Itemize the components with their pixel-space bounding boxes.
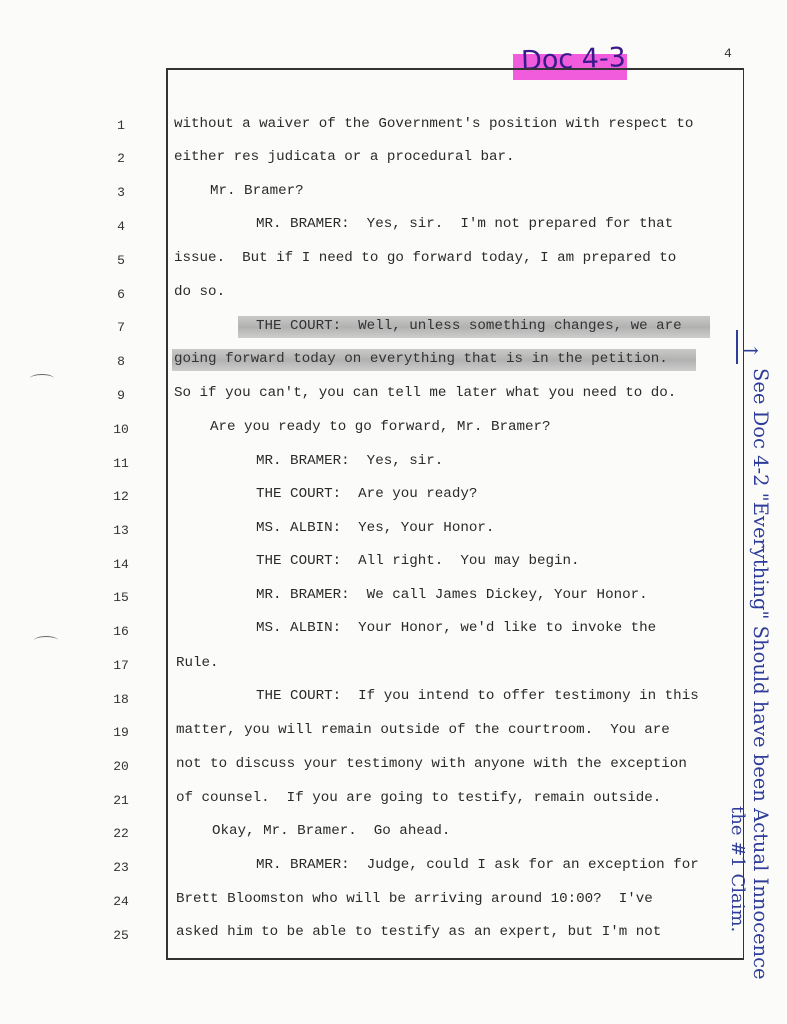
stamp-text: Doc 4-3 xyxy=(520,42,627,77)
transcript-line: Mr. Bramer? xyxy=(210,183,304,199)
margin-mark xyxy=(30,374,54,383)
line-number: 1 xyxy=(117,118,125,133)
transcript-line: MS. ALBIN: Your Honor, we'd like to invoke the xyxy=(256,620,657,636)
transcript-line: THE COURT: Are you ready? xyxy=(256,486,478,502)
line-number: 2 xyxy=(117,151,125,166)
transcript-line: Are you ready to go forward, Mr. Bramer? xyxy=(210,419,551,435)
line-number: 19 xyxy=(113,725,129,740)
transcript-line: So if you can't, you can tell me later what you need to do. xyxy=(174,385,677,401)
line-number: 8 xyxy=(117,354,125,369)
line-number: 10 xyxy=(113,422,129,437)
line-number: 22 xyxy=(113,826,129,841)
transcript-line: asked him to be able to testify as an expert, but I'm not xyxy=(176,924,662,940)
line-number: 6 xyxy=(117,287,125,302)
transcript-line: THE COURT: If you intend to offer testimony in this xyxy=(256,688,699,704)
line-number: 24 xyxy=(113,894,129,909)
transcript-line: issue. But if I need to go forward today, I am prepared to xyxy=(174,250,677,266)
transcript-line: MR. BRAMER: Judge, could I ask for an exception for xyxy=(256,857,699,873)
transcript-line: MR. BRAMER: We call James Dickey, Your Honor. xyxy=(256,587,648,603)
transcript-line: do so. xyxy=(174,284,226,300)
line-number: 20 xyxy=(113,759,129,774)
line-number: 13 xyxy=(113,523,129,538)
transcript-line: Rule. xyxy=(176,655,219,671)
line-number: 25 xyxy=(113,928,129,943)
line-number: 17 xyxy=(113,658,129,673)
line-number: 7 xyxy=(117,320,125,335)
transcript-line-highlighted: going forward today on everything that is in the petition. xyxy=(174,351,668,367)
transcript-line: without a waiver of the Government's position with respect to xyxy=(174,116,694,132)
handwritten-annotation-claim: the #1 Claim. xyxy=(727,806,748,933)
handwritten-annotation: See Doc 4-2 "Everything" Should have been Actual Innocence xyxy=(749,368,772,980)
line-number: 14 xyxy=(113,557,129,572)
line-number: 18 xyxy=(113,692,129,707)
transcript-line: MS. ALBIN: Yes, Your Honor. xyxy=(256,520,495,536)
transcript-line: either res judicata or a procedural bar. xyxy=(174,149,515,165)
annotation-arrow-icon: → xyxy=(742,338,759,362)
annotation-bracket xyxy=(736,330,738,364)
line-number: 4 xyxy=(117,219,125,234)
line-number: 11 xyxy=(113,456,129,471)
line-number: 21 xyxy=(113,793,129,808)
line-number: 15 xyxy=(113,590,129,605)
transcript-line: matter, you will remain outside of the courtroom. You are xyxy=(176,722,670,738)
line-number: 5 xyxy=(117,253,125,268)
transcript-line-highlighted: THE COURT: Well, unless something changes, we are xyxy=(256,318,682,334)
transcript-line: THE COURT: All right. You may begin. xyxy=(256,553,580,569)
transcript-line: Okay, Mr. Bramer. Go ahead. xyxy=(212,823,451,839)
transcript-line: MR. BRAMER: Yes, sir. xyxy=(256,453,444,469)
line-number: 3 xyxy=(117,185,125,200)
line-number: 23 xyxy=(113,860,129,875)
transcript-line: Brett Bloomston who will be arriving around 10:00? I've xyxy=(176,891,653,907)
line-number: 16 xyxy=(113,624,129,639)
transcript-line: MR. BRAMER: Yes, sir. I'm not prepared for that xyxy=(256,216,674,232)
margin-mark xyxy=(34,636,58,645)
line-number: 12 xyxy=(113,489,129,504)
page-number: 4 xyxy=(724,46,732,61)
transcript-line: not to discuss your testimony with anyone with the exception xyxy=(176,756,687,772)
transcript-line: of counsel. If you are going to testify, remain outside. xyxy=(176,790,662,806)
line-number: 9 xyxy=(117,388,125,403)
